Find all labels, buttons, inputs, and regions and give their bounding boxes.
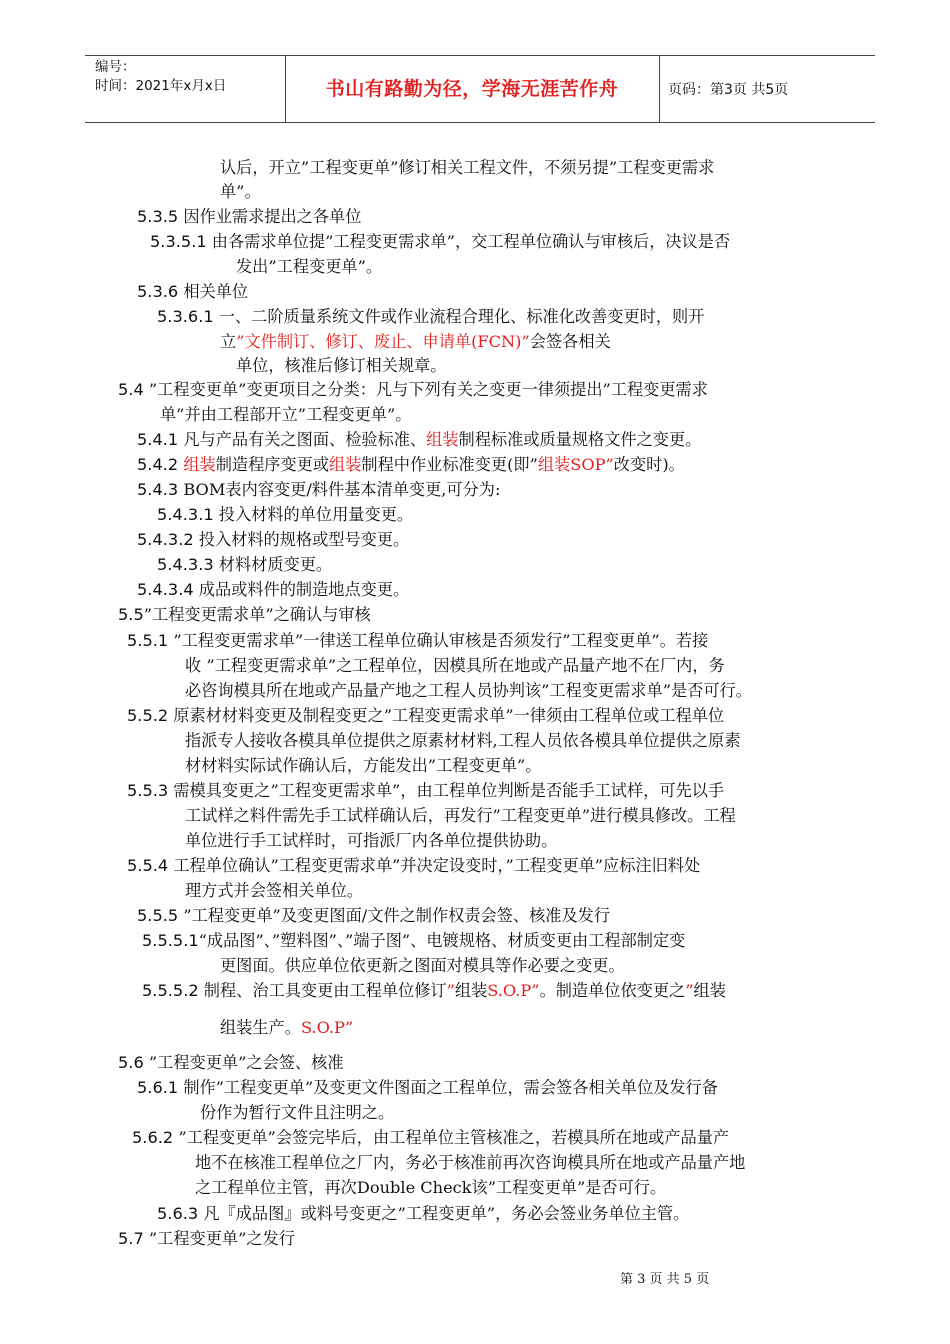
text-line [118,379,708,401]
highlight-text: S.O.P” [487,981,540,1000]
line-text: 认后，开立”工程变更单”修订相关工程文件，不须另提”工程变更需求 [220,158,715,177]
text-line [185,830,557,852]
section-number: 5.5.1 [127,631,169,650]
section-number: 5.4.3.3 [157,555,214,574]
page-footer: 第 3 页 共 5 页 [620,1272,710,1287]
line-text: 材料材质变更。 [213,555,333,574]
section-number: 5.7 [118,1229,144,1248]
highlight-text: ” [446,981,455,1000]
line-text: 地不在核准工程单位之厂内，务必于核准前再次咨询模具所在地或产品量产地 [195,1153,746,1172]
text-line [118,604,371,626]
line-text: 之工程单位主管，再次Double Check该”工程变更单”是否可行。 [195,1178,667,1197]
text-line [157,1203,689,1225]
text-line [185,805,736,827]
line-text: 工试样之料件需先手工试样确认后，再发行”工程变更单”进行模具修改。工程 [185,806,736,825]
section-number: 5.3.5.1 [150,232,207,251]
text-line [220,1017,353,1039]
highlight-text: 组装 [183,455,216,474]
text-line [236,355,446,377]
text-line [142,930,685,952]
text-line [127,630,708,652]
text-line [132,1127,729,1149]
line-text: 制程标准或质量规格文件之变更。 [458,430,702,449]
section-number: 5.5.2 [127,706,169,725]
line-text: 立 [220,332,237,351]
time-label: 时间：2021年x月x日 [95,78,227,94]
highlight-text: 组装SOP” [537,455,614,474]
code-label: 编号： [95,59,136,75]
line-text: 必咨询模具所在地或产品量产地之工程人员协判该”工程变更需求单”是否可行。 [185,681,752,700]
line-text: 一、二阶质量系统文件或作业流程合理化、标准化改善变更时，则开 [213,307,705,326]
text-line [142,980,726,1002]
text-line [185,730,741,752]
line-text: 原素材材料变更及制程变更之”工程变更需求单”一律须由工程单位或工程单位 [168,706,725,725]
line-text: 更图面。供应单位依更新之图面对模具等作必要之变更。 [220,956,625,975]
line-text: 单位，核准后修订相关规章。 [236,356,447,375]
line-text: 收 ”工程变更需求单”之工程单位，因模具所在地或产品量产地不在厂内，务 [185,656,725,675]
line-text: 相关单位 [178,282,249,301]
section-number: 5.4.3.1 [157,505,214,524]
line-text: 制程、治工具变更由工程单位修订 [198,981,447,1000]
text-line [157,306,704,328]
highlight-text: S.O.P” [300,1018,354,1037]
section-number: 5.4.1 [137,430,179,449]
line-text: 理方式并会签相关单位。 [185,881,364,900]
line-text: 投入材料的单位用量变更。 [213,505,414,524]
section-number: 5.4.3 [137,480,179,499]
section-number: 5.6.3 [157,1204,199,1223]
text-line [127,855,700,877]
line-text: 制造程序变更或 [215,455,330,474]
section-number: 5.4.3.2 [137,530,194,549]
line-text: 单位进行手工试样时，可指派厂内各单位提供协助。 [185,831,558,850]
header-motto: 书山有路勤为径，学海无涯苦作舟 [325,78,619,100]
section-number: 5.3.5 [137,207,179,226]
text-line [195,1177,666,1199]
text-line [220,157,714,179]
highlight-text: 组装 [426,430,459,449]
section-number: 5.6.1 [137,1078,179,1097]
line-text: ”工程变更需求单”一律送工程单位确认审核是否须发行”工程变更单”。若接 [168,631,709,650]
line-text: 凡『成品图』或料号变更之”工程变更单”，务必会签业务单位主管。 [198,1204,690,1223]
line-text: 单”。 [220,182,261,201]
line-text: 制作”工程变更单”及变更文件图面之工程单位，需会签各相关单位及发行备 [178,1078,718,1097]
line-text: ”工程变更单”及变更图面/文件之制作权责会签、核准及发行 [178,906,611,925]
line-text: 组装 [693,981,726,1000]
line-text: 工程单位确认”工程变更需求单”并决定设变时，”工程变更单”应标注旧料处 [168,856,701,875]
line-text: 单”并由工程部开立”工程变更单”。 [160,405,412,424]
text-line [137,479,500,501]
section-number: 5.5.5 [137,906,179,925]
section-number: 5.5 [118,605,144,624]
section-number: 5.5.4 [127,856,169,875]
text-line [200,1102,394,1124]
text-line [137,206,361,228]
section-number: 5.3.6 [137,282,179,301]
line-text: 投入材料的规格或型号变更。 [193,530,410,549]
line-text: 会签各相关 [529,332,611,351]
text-line [150,231,730,253]
section-number: 5.5.3 [127,781,169,800]
text-line [137,529,409,551]
section-number: 5.5.5.1 [142,931,199,950]
section-number: 5.5.5.2 [142,981,199,1000]
text-line [220,955,625,977]
text-line [137,579,409,601]
line-text: 由各需求单位提”工程变更需求单”，交工程单位确认与审核后，决议是否 [206,232,731,251]
text-line [157,554,332,576]
line-text: 凡与产品有关之图面、检验标准、 [178,430,427,449]
text-line [185,755,542,777]
text-line [236,256,382,278]
text-line [137,281,248,303]
line-text: ”工程变更单”会签完毕后，由工程单位主管核准之，若模具所在地或产品量产 [173,1128,730,1147]
header-divider [659,56,660,122]
text-line [118,1228,295,1250]
line-text: 发出”工程变更单”。 [236,257,383,276]
line-text: BOM表内容变更/料件基本清单变更,可分为: [178,480,501,499]
section-number: 5.4.3.4 [137,580,194,599]
line-text: 改变时)。 [613,455,685,474]
text-line [127,780,724,802]
text-line [137,1077,718,1099]
line-text: ”工程变更单”之会签、核准 [143,1053,344,1072]
line-text: 组装 [454,981,488,1000]
line-text: 因作业需求提出之各单位 [178,207,362,226]
text-line [127,705,724,727]
header-page-label: 页码：第3页 共5页 [668,82,789,98]
highlight-text: ”文件制订、修订、废止、申请单(FCN)” [236,332,530,351]
text-line [118,1052,344,1074]
header-meta [95,58,226,96]
section-number: 5.4.2 [137,455,179,474]
page-header [85,55,875,123]
line-text: ”工程变更单”之发行 [143,1229,295,1248]
text-line [137,429,701,451]
highlight-text: 组装 [329,455,362,474]
line-text: 。制造单位依变更之 [539,981,686,1000]
line-text: ”工程变更单”变更项目之分类：凡与下列有关之变更一律须提出”工程变更需求 [143,380,708,399]
text-line [185,655,725,677]
section-number: 5.6 [118,1053,144,1072]
text-line [160,404,411,426]
line-text: 组装生产。 [220,1018,301,1037]
text-line [185,880,363,902]
text-line [220,181,261,203]
text-line [220,331,611,353]
line-text: 成品或料件的制造地点变更。 [193,580,410,599]
section-number: 5.6.2 [132,1128,174,1147]
line-text: 材材料实际试作确认后，方能发出”工程变更单”。 [185,756,542,775]
text-line [185,680,752,702]
text-line [195,1152,745,1174]
line-text: 份作为暂行文件且注明之。 [200,1103,395,1122]
text-line [137,454,685,476]
section-number: 5.3.6.1 [157,307,214,326]
section-number: 5.4 [118,380,144,399]
text-line [157,504,413,526]
text-line [137,905,610,927]
line-text: ”工程变更需求单”之确认与审核 [143,605,371,624]
line-text: 制程中作业标准变更(即” [361,455,538,474]
line-text: 指派专人接收各模具单位提供之原素材材料,工程人员依各模具单位提供之原素 [185,731,741,750]
line-text: “成品图”、”塑料图”、”端子图”、电镀规格、材质变更由工程部制定变 [198,931,686,950]
line-text: 需模具变更之”工程变更需求单”，由工程单位判断是否能手工试样，可先以手 [168,781,725,800]
highlight-text: ” [685,981,694,1000]
